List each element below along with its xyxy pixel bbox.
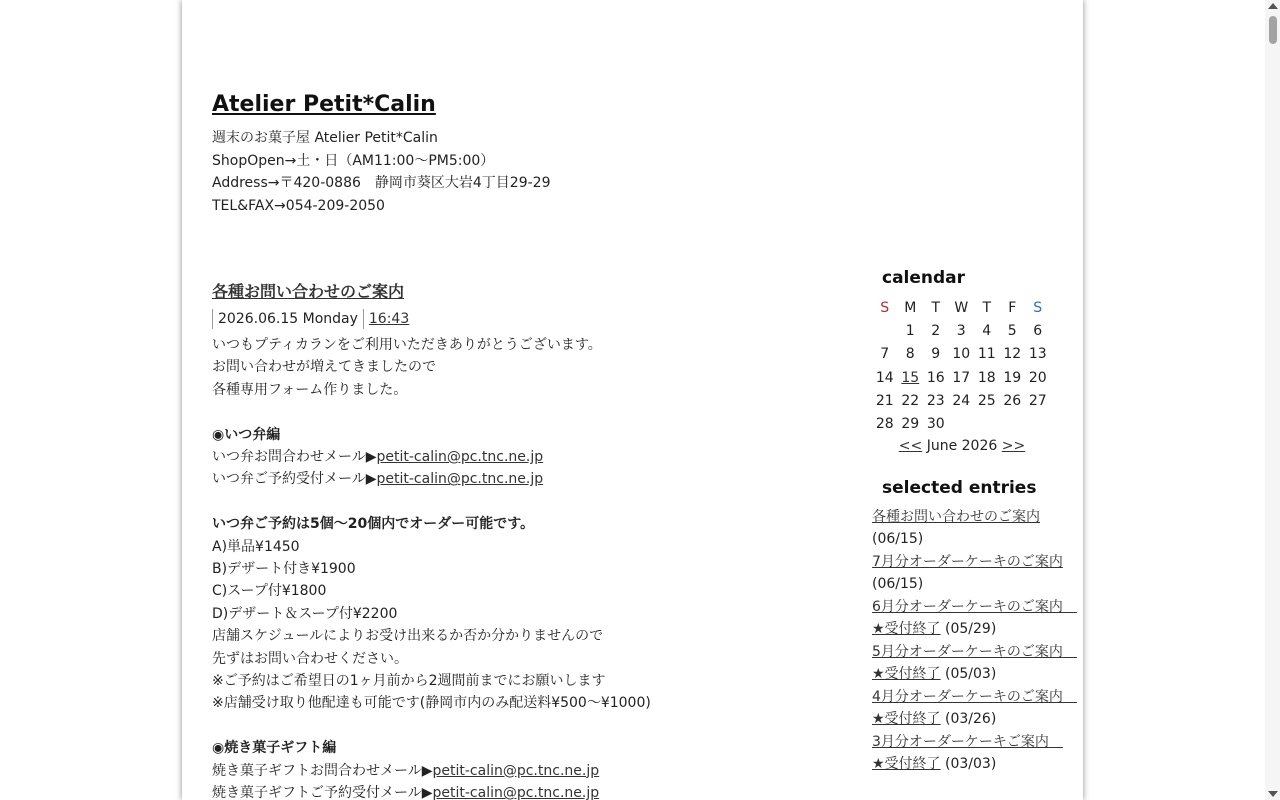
main-content: [212, 280, 832, 800]
calendar-day: 6: [1033, 322, 1043, 339]
gift-inquiry-label: 焼き菓子ギフトお問合わせメール▶: [212, 762, 433, 779]
selected-entry-link[interactable]: 4月分オーダーケーキのご案内 ★受付終了: [872, 688, 1077, 728]
calendar-day: 26: [1003, 392, 1022, 409]
gift-inquiry-line: [212, 760, 832, 782]
gift-reserve-label: 焼き菓子ギフトご予約受付メール▶: [212, 785, 433, 800]
entry-text: お問い合わせが増えてきましたので: [212, 359, 436, 376]
scroll-down-icon[interactable]: [1268, 791, 1278, 797]
calendar-day: 21: [875, 392, 894, 409]
note-line: 店舗スケジュールによりお受け出来るか否か分かりませんので: [212, 628, 604, 645]
selected-entry-link[interactable]: 6月分オーダーケーキのご案内 ★受付終了: [872, 598, 1077, 638]
list-item: [872, 686, 1077, 731]
weekday-label: T: [931, 299, 941, 316]
order-heading: いつ弁ご予約は5個〜20個内でオーダー可能です。: [212, 516, 535, 533]
calendar-week-row: [872, 343, 1051, 366]
calendar-day: 14: [875, 369, 894, 386]
weekday-label: F: [1008, 299, 1017, 316]
calendar-day: [949, 412, 975, 435]
entry-meta: [212, 308, 832, 330]
weekday-label: S: [1033, 299, 1043, 316]
selected-entry-date: (03/03): [945, 756, 997, 773]
blank-line: [212, 491, 832, 513]
bento-reserve-label: いつ弁ご予約受付メール▶: [212, 471, 377, 488]
calendar-day: 17: [952, 369, 971, 386]
note-line: ※ご予約はご希望日の1ヶ月前から2週間前までにお願いします: [212, 673, 606, 690]
calendar-day: 11: [977, 346, 996, 363]
scroll-thumb[interactable]: [1269, 16, 1277, 44]
calendar-day-link[interactable]: 15: [901, 369, 920, 386]
gift-reserve-line: [212, 782, 832, 800]
bento-heading: ◉いつ弁編: [212, 426, 281, 443]
note-line: 先ずはお問い合わせください。: [212, 650, 408, 667]
calendar-day: 7: [880, 346, 890, 363]
list-item: [872, 731, 1064, 776]
calendar-day: 2: [931, 322, 941, 339]
calendar-day: 9: [931, 346, 941, 363]
calendar-day: 22: [901, 392, 920, 409]
calendar-day: 28: [875, 416, 894, 433]
list-item: [872, 506, 1064, 551]
selected-entry-date: (06/15): [872, 576, 924, 593]
sidebar: [872, 268, 1077, 776]
calendar-day: [1000, 412, 1026, 435]
bento-reserve-line: [212, 468, 832, 490]
page-frame: [182, 0, 1083, 800]
calendar-day: [1025, 412, 1051, 435]
selected-entries-list: [872, 506, 1077, 776]
calendar-day: 20: [1028, 369, 1047, 386]
selected-entry-date: (03/26): [945, 711, 997, 728]
list-item: [872, 641, 1077, 686]
calendar-day: 5: [1007, 322, 1017, 339]
calendar-day: 23: [926, 392, 945, 409]
calendar-day: 29: [901, 416, 920, 433]
calendar-day[interactable]: [898, 366, 924, 389]
entry-title[interactable]: 各種お問い合わせのご案内: [212, 282, 405, 301]
calendar-heading: calendar: [882, 268, 966, 288]
calendar-day: [872, 319, 898, 342]
calendar-day: 24: [952, 392, 971, 409]
email-link[interactable]: petit-calin@pc.tnc.ne.jp: [432, 762, 600, 779]
weekday-label: T: [982, 299, 992, 316]
calendar-day: 30: [926, 416, 945, 433]
note-line: ※店舗受け取り他配達も可能です(静岡市内のみ配送料¥500〜¥1000): [212, 695, 651, 712]
calendar-day: 25: [977, 392, 996, 409]
menu-item: A)単品¥1450: [212, 538, 300, 555]
calendar-body: [872, 319, 1051, 435]
selected-entry-link[interactable]: 3月分オーダーケーキご案内 ★受付終了: [872, 733, 1063, 773]
selected-entries-heading: selected entries: [882, 477, 1037, 498]
calendar-day: 27: [1028, 392, 1047, 409]
calendar-day: 8: [905, 346, 915, 363]
calendar-day: 13: [1028, 346, 1047, 363]
calendar-month: June 2026: [926, 437, 998, 454]
vertical-scrollbar[interactable]: [1265, 0, 1280, 800]
calendar-nav: [872, 438, 1052, 454]
calendar-week-row: [872, 389, 1051, 412]
entry-date: 2026.06.15 Monday: [218, 310, 358, 327]
calendar-day: 3: [956, 322, 966, 339]
calendar-day: 19: [1003, 369, 1022, 386]
entry-time-link[interactable]: 16:43: [368, 310, 410, 327]
selected-entry-date: (05/03): [945, 666, 997, 683]
site-desc-line: 週末のお菓子屋 Atelier Petit*Calin: [212, 130, 438, 146]
site-desc-line: Address→〒420-0886 静岡市葵区大岩4丁目29-29: [212, 175, 551, 192]
bento-inquiry-line: [212, 446, 832, 468]
email-link[interactable]: petit-calin@pc.tnc.ne.jp: [432, 785, 600, 800]
weekday-label: S: [880, 299, 890, 316]
selected-entry-link[interactable]: 各種お問い合わせのご案内: [872, 508, 1040, 525]
calendar-week-row: [872, 366, 1051, 389]
site-description: [212, 127, 550, 218]
meta-divider: [363, 309, 364, 329]
gift-heading: ◉焼き菓子ギフト編: [212, 740, 337, 757]
calendar-next-link[interactable]: >>: [1001, 437, 1026, 454]
selected-entry-date: (06/15): [872, 531, 924, 548]
email-link[interactable]: petit-calin@pc.tnc.ne.jp: [376, 449, 544, 466]
calendar-prev-link[interactable]: <<: [898, 437, 923, 454]
meta-divider: [212, 309, 213, 329]
weekday-label: M: [904, 299, 917, 316]
entry-text: 各種専用フォーム作りました。: [212, 381, 408, 398]
list-item: [872, 596, 1077, 641]
selected-entry-date: (05/29): [945, 621, 997, 638]
calendar-week-row: [872, 412, 1051, 435]
calendar-day: 4: [982, 322, 992, 339]
calendar-day: 16: [926, 369, 945, 386]
calendar-day: 18: [977, 369, 996, 386]
menu-item: B)デザート付き¥1900: [212, 561, 356, 578]
calendar-day: 12: [1003, 346, 1022, 363]
calendar-weekday-row: [872, 296, 1051, 319]
blank-line: [212, 401, 832, 423]
site-desc-line: TEL&FAX→054-209-2050: [212, 198, 385, 215]
calendar-table: [872, 296, 1051, 436]
email-link[interactable]: petit-calin@pc.tnc.ne.jp: [376, 471, 544, 488]
selected-entry-link[interactable]: 5月分オーダーケーキのご案内 ★受付終了: [872, 643, 1077, 683]
blank-line: [212, 715, 832, 737]
bento-inquiry-label: いつ弁お問合わせメール▶: [212, 449, 377, 466]
calendar-day: [974, 412, 1000, 435]
calendar-day: 1: [905, 322, 915, 339]
site-title[interactable]: Atelier Petit*Calin: [212, 92, 436, 117]
selected-entries: [872, 477, 1077, 776]
scroll-up-icon[interactable]: [1268, 3, 1278, 9]
list-item: [872, 551, 1064, 596]
weekday-label: W: [954, 299, 969, 316]
site-desc-line: ShopOpen→土・日（AM11:00〜PM5:00）: [212, 152, 495, 169]
calendar-week-row: [872, 319, 1051, 342]
selected-entry-link[interactable]: 7月分オーダーケーキのご案内: [872, 553, 1063, 570]
calendar-day: 10: [952, 346, 971, 363]
menu-item: C)スープ付¥1800: [212, 583, 327, 600]
menu-item: D)デザート＆スープ付¥2200: [212, 605, 398, 622]
entry-text: いつもプティカランをご利用いただきありがとうございます。: [212, 337, 602, 353]
